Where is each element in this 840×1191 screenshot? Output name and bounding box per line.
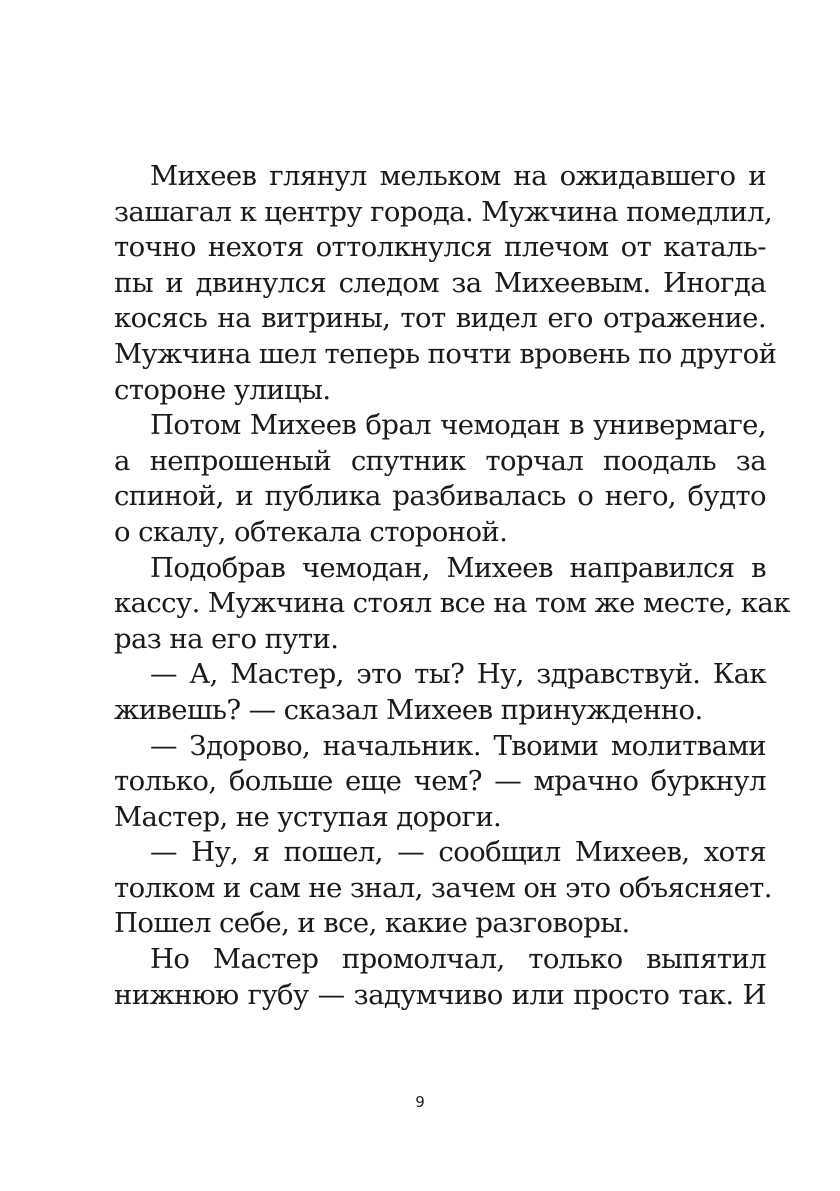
text-line: раз на его пути. (114, 622, 339, 655)
text-line: стороне улицы. (114, 373, 331, 406)
text-line: Потом Михеев брал чемодан в универмаге, (150, 409, 766, 442)
text-line: толком и сам не знал, зачем он это объясняет. (114, 871, 772, 904)
text-line: — А, Мастер, это ты? Ну, здравствуй. Как (150, 658, 766, 691)
text-line: точно нехотя оттолкнулся плечом от каталь- (114, 231, 766, 264)
text-line: Мужчина шел теперь почти вровень по другой (114, 337, 777, 370)
text-line: о скалу, обтекала стороной. (114, 515, 508, 548)
body-text (114, 159, 790, 1013)
text-line: спиной, и публика разбивалась о него, будто (114, 480, 766, 513)
text-line: а непрошеный спутник торчал поодаль за (114, 444, 766, 477)
text-line: зашагал к центру города. Мужчина помедлил, (114, 195, 773, 228)
page-number: 9 (415, 1093, 425, 1111)
text-line: живешь? — сказал Михеев принужденно. (114, 693, 703, 726)
text-line: только, больше еще чем? — мрачно буркнул (114, 765, 766, 798)
text-line: пы и двинулся следом за Михеевым. Иногда (114, 266, 766, 299)
text-line: Михеев глянул мельком на ожидавшего и (150, 160, 766, 192)
text-line: кассу. Мужчина стоял все на том же месте, как (114, 587, 790, 620)
text-line: — Здорово, начальник. Твоими молитвами (150, 729, 766, 762)
text-line: Подобрав чемодан, Михеев направился в (150, 551, 766, 584)
text-line: Мастер, не уступая дороги. (114, 800, 502, 833)
text-line: Пошел себе, и все, какие разговоры. (114, 907, 630, 940)
text-line: Но Мастер промолчал, только выпятил (150, 943, 766, 976)
text-line: нижнюю губу — задумчиво или просто так. И (114, 978, 766, 1011)
text-line: косясь на витрины, тот видел его отражение. (114, 302, 766, 335)
text-line: — Ну, я пошел, — сообщил Михеев, хотя (150, 836, 766, 869)
